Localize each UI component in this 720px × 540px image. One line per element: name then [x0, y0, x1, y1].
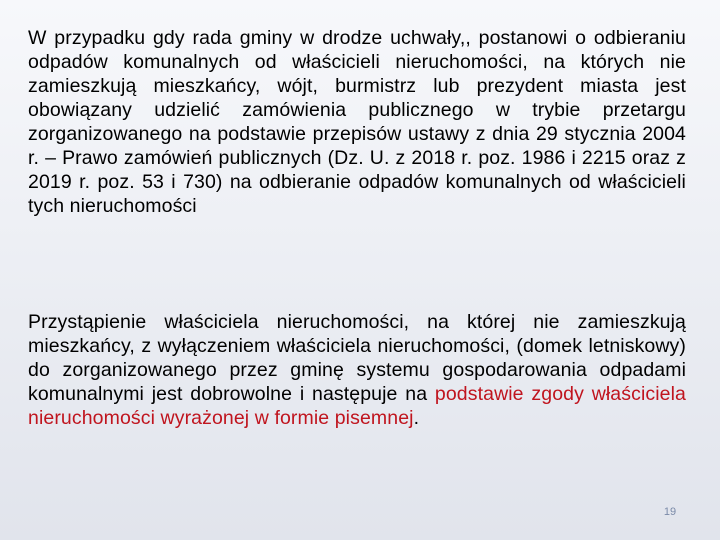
- paragraph-voluntary-participation: [28, 310, 686, 430]
- highlighted-text: podstawie zgody właściciela nieruchomości wyrażonej w formie pisemnej: [28, 383, 686, 429]
- paragraph-text: Przystąpienie właściciela nieruchomości, na której nie zamieszkują mieszkańcy, z wyłączeniem właściciela nieruchomości, (domek letniskowy) do zorganizowanego przez gminę systemu gospodarowania odpadami komunalnymi jest dobrowolne i następuje na: [28, 311, 686, 405]
- page-number: 19: [663, 506, 677, 518]
- paragraph-municipal-tender: W przypadku gdy rada gminy w drodze uchwały,, postanowi o odbieraniu odpadów komunalnych od właścicieli nieruchomości, na których nie zamieszkują mieszkańcy, wójt, burmistrz lub prezydent miasta jest obowiązany udzielić zamówienia publicznego w trybie przetargu zorganizowanego na podstawie przepisów ustawy z dnia 29 stycznia 2004 r. – Prawo zamówień publicznych (Dz. U. z 2018 r. poz. 1986 i 2215 oraz z 2019 r. poz. 53 i 730) na odbieranie odpadów komunalnych od właścicieli tych nieruchomości: [28, 27, 686, 217]
- paragraph-end: .: [413, 407, 420, 429]
